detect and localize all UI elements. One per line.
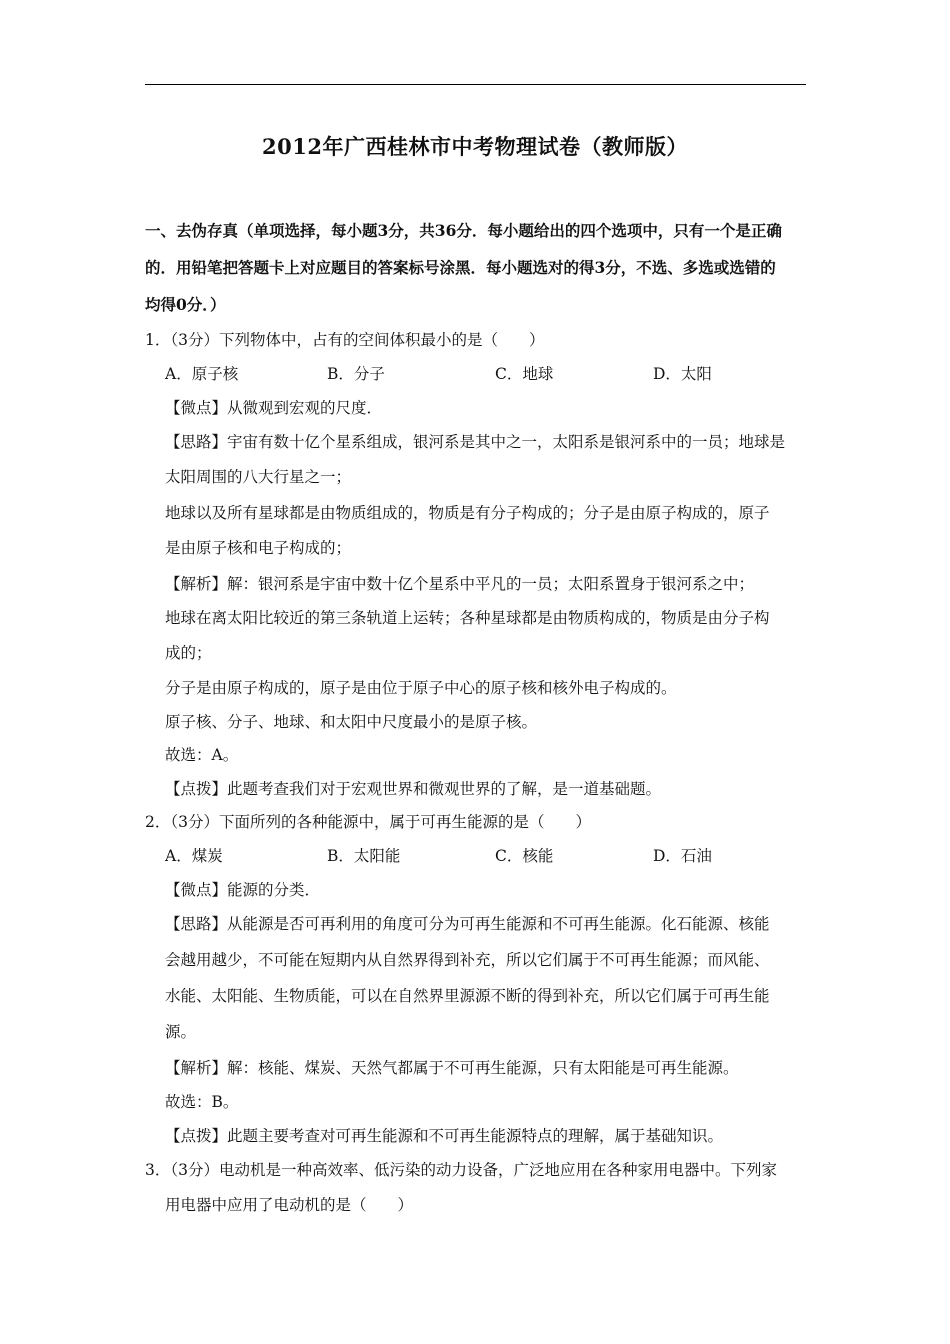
q1-weidian: 【微点】从微观到宏观的尺度．: [165, 399, 383, 417]
q1-jiexi-2: 地球在离太阳比较近的第三条轨道上运转；各种星球都是由物质构成的，物质是由分子构: [165, 609, 770, 627]
q1-option-a: A．原子核: [165, 365, 239, 383]
q1-silu-1: 【思路】宇宙有数十亿个星系组成，银河系是其中之一，太阳系是银河系中的一员；地球是: [165, 433, 786, 451]
q2-dianbo: 【点拨】此题主要考查对可再生能源和不可再生能源特点的理解，属于基础知识。: [165, 1127, 724, 1145]
q2-stem: 2．（3分）下面所列的各种能源中，属于可再生能源的是（ ）: [145, 813, 591, 831]
q1-option-d: D．太阳: [653, 365, 712, 383]
q1-stem: 1．（3分）下列物体中，占有的空间体积最小的是（ ）: [145, 331, 545, 349]
q1-jiexi-3: 成的；: [165, 644, 212, 662]
header-rule: [145, 84, 806, 85]
q2-option-d: D．石油: [653, 847, 712, 865]
q2-jiexi-1: 【解析】解：核能、煤炭、天然气都属于不可再生能源，只有太阳能是可再生能源。: [165, 1059, 739, 1077]
q1-silu-4: 是由原子核和电子构成的；: [165, 539, 352, 557]
q2-option-a: A．煤炭: [165, 847, 223, 865]
q2-option-c: C．核能: [495, 847, 554, 865]
q1-dianbo: 【点拨】此题考查我们对于宏观世界和微观世界的了解，是一道基础题。: [165, 780, 662, 798]
q1-silu-2: 太阳周围的八大行星之一；: [165, 468, 352, 486]
q3-stem-2: 用电器中应用了电动机的是（ ）: [165, 1196, 414, 1214]
q2-silu-4: 源。: [165, 1023, 197, 1041]
page-title: 2012年广西桂林市中考物理试卷（教师版）: [262, 134, 688, 159]
q2-silu-3: 水能、太阳能、生物质能，可以在自然界里源源不断的得到补充，所以它们属于可再生能: [165, 987, 770, 1005]
q1-option-c: C．地球: [495, 365, 554, 383]
section-heading-line-3: 均得0分．）: [145, 295, 226, 314]
q1-option-b: B．分子: [327, 365, 385, 383]
q3-stem-1: 3．（3分）电动机是一种高效率、低污染的动力设备，广泛地应用在各种家用电器中。下列家: [145, 1161, 777, 1179]
q1-answer: 故选：A。: [165, 746, 239, 764]
section-heading-line-2: 的．用铅笔把答题卡上对应题目的答案标号涂黑．每小题选对的得3分，不选、多选或选错的: [145, 258, 776, 277]
q2-option-b: B．太阳能: [327, 847, 401, 865]
q1-jiexi-5: 原子核、分子、地球、和太阳中尺度最小的是原子核。: [165, 713, 538, 731]
q2-silu-2: 会越用越少，不可能在短期内从自然界得到补充，所以它们属于不可再生能源；而风能、: [165, 951, 770, 969]
q2-answer: 故选：B。: [165, 1093, 239, 1111]
q2-weidian: 【微点】能源的分类．: [165, 881, 321, 899]
q2-silu-1: 【思路】从能源是否可再利用的角度可分为可再生能源和不可再生能源。化石能源、核能: [165, 915, 770, 933]
q1-jiexi-4: 分子是由原子构成的，原子是由位于原子中心的原子核和核外电子构成的。: [165, 679, 677, 697]
q1-silu-3: 地球以及所有星球都是由物质组成的，物质是有分子构成的；分子是由原子构成的，原子: [165, 504, 770, 522]
q1-jiexi-1: 【解析】解：银河系是宇宙中数十亿个星系中平凡的一员；太阳系置身于银河系之中；: [165, 575, 755, 593]
section-heading-line-1: 一、去伪存真（单项选择，每小题3分，共36分．每小题给出的四个选项中，只有一个是正确: [145, 221, 782, 240]
